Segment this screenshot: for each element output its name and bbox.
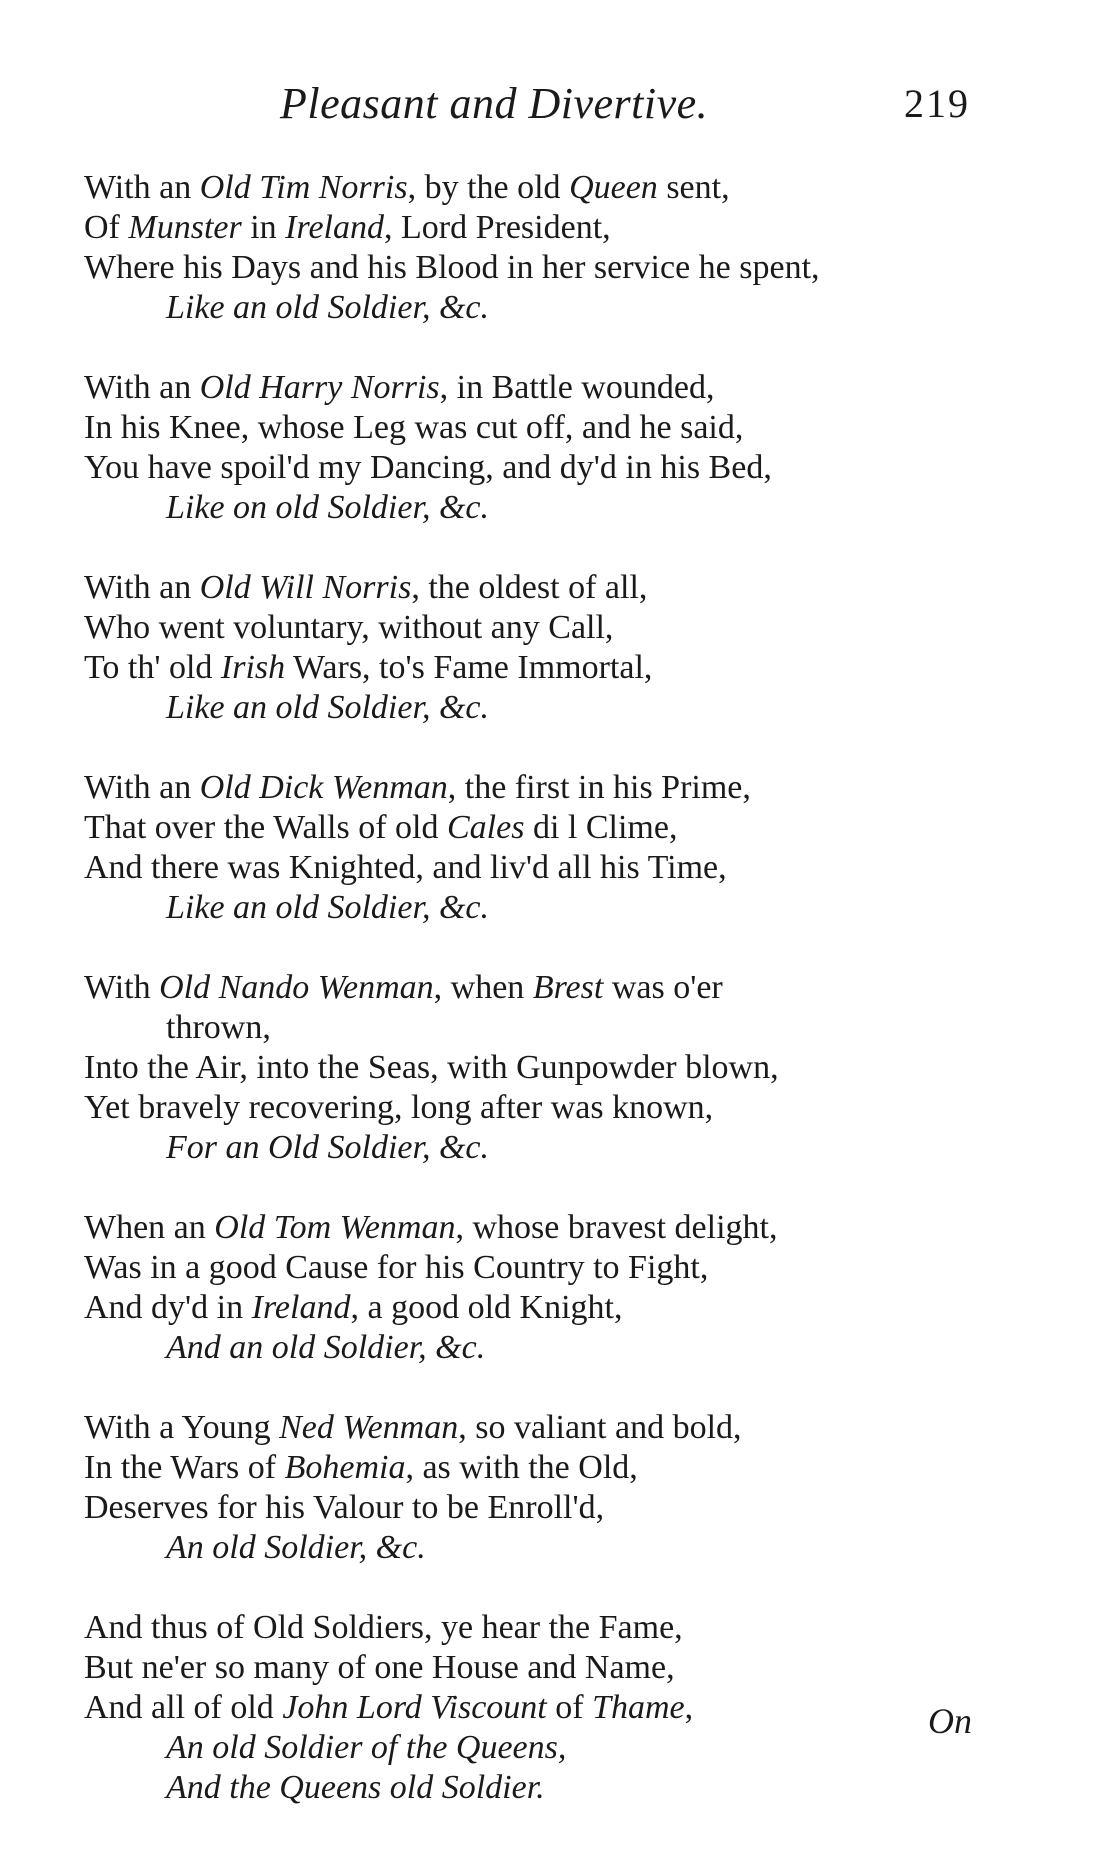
italic-run: Like an old Soldier (166, 689, 422, 726)
italic-run: Old Will Norris (199, 569, 412, 606)
italic-run: John Lord Viscount (282, 1689, 547, 1726)
text-run: With an (84, 769, 200, 806)
italic-run: Queen (569, 169, 658, 206)
verse-line (84, 768, 1004, 808)
verse-line (84, 1688, 1004, 1728)
text-run: , by the old (407, 169, 570, 206)
text-run: And dy'd in (84, 1289, 252, 1326)
text-run: , when (433, 969, 533, 1006)
text-run: Was in a good Cause for his Country to Fight, (84, 1249, 709, 1286)
text-run: was o'er (603, 969, 723, 1006)
refrain-line (84, 1328, 1004, 1368)
text-run: , a good old Knight, (350, 1289, 623, 1326)
text-run: di l Clime, (524, 809, 678, 846)
text-run: Of (84, 209, 129, 246)
refrain-line (84, 1528, 1004, 1568)
verse-line (84, 1088, 1004, 1128)
italic-run: And the Queens old Soldier. (166, 1769, 545, 1806)
refrain-line (84, 288, 1004, 328)
text-run: , &c. (421, 889, 489, 926)
text-run: thrown, (166, 1009, 271, 1046)
text-run: , in Battle wounded, (439, 369, 715, 406)
italic-run: Ireland (285, 209, 385, 246)
verse-line-continuation (84, 1008, 1004, 1048)
text-run: With an (84, 169, 200, 206)
verse-line (84, 848, 1004, 888)
verse-line (84, 248, 1004, 288)
verse-line (84, 1408, 1004, 1448)
verse-line (84, 1208, 1004, 1248)
italic-run: Old Tim Norris (199, 169, 408, 206)
italic-run: Like on old Soldier (166, 489, 422, 526)
text-run: Where his Days and his Blood in her service he spent, (84, 249, 820, 286)
text-run: Into the Air, into the Seas, with Gunpowder blown, (84, 1049, 779, 1086)
text-run: When an (84, 1209, 215, 1246)
text-run: , &c. (358, 1529, 426, 1566)
text-run: Yet bravely recovering, long after was known, (84, 1089, 714, 1126)
verse-line (84, 568, 1004, 608)
poem (84, 168, 1004, 1848)
italic-run: Old Harry Norris (199, 369, 440, 406)
verse-line (84, 1608, 1004, 1648)
text-run: , Lord President, (384, 209, 611, 246)
page-header (0, 78, 1104, 138)
text-run: , &c. (421, 289, 489, 326)
stanza-5 (84, 968, 1004, 1168)
text-run: sent, (657, 169, 730, 206)
stanza-1 (84, 168, 1004, 328)
stanza-4 (84, 768, 1004, 928)
text-run: To th' old (84, 649, 221, 686)
italic-run: Old Nando Wenman (159, 969, 434, 1006)
refrain-line (84, 888, 1004, 928)
verse-line (84, 1288, 1004, 1328)
text-run: And all of old (84, 1689, 283, 1726)
stanza-8 (84, 1608, 1004, 1808)
italic-run: Old Dick Wenman (199, 769, 448, 806)
page-number: 219 (904, 81, 970, 126)
italic-run: And an old Soldier (166, 1329, 419, 1366)
text-run: , &c. (421, 689, 489, 726)
verse-line (84, 1048, 1004, 1088)
text-run: With an (84, 369, 200, 406)
text-run: That over the Walls of old (84, 809, 447, 846)
verse-line (84, 408, 1004, 448)
catchword: On (928, 1701, 972, 1741)
running-title: Pleasant and Divertive. (280, 79, 709, 128)
italic-run: An old Soldier of the Queens, (166, 1729, 567, 1766)
text-run: Who went voluntary, without any Call, (84, 609, 614, 646)
refrain-line (84, 688, 1004, 728)
verse-line (84, 208, 1004, 248)
verse-line (84, 808, 1004, 848)
text-run: , whose bravest delight, (455, 1209, 778, 1246)
italic-run: Irish (220, 649, 286, 686)
italic-run: Brest (532, 969, 604, 1006)
verse-line (84, 1488, 1004, 1528)
text-run: In the Wars of (84, 1449, 285, 1486)
text-run: , the oldest of all, (411, 569, 648, 606)
italic-run: An old Soldier (166, 1529, 359, 1566)
italic-run: Ned Wenman (279, 1409, 459, 1446)
text-run: Deserves for his Valour to be Enroll'd, (84, 1489, 605, 1526)
text-run: With a Young (84, 1409, 280, 1446)
stanza-6 (84, 1208, 1004, 1368)
text-run: In his Knee, whose Leg was cut off, and he said, (84, 409, 744, 446)
text-run: , &c. (418, 1329, 486, 1366)
text-run: Wars, to's Fame Immortal, (285, 649, 653, 686)
refrain-line (84, 1768, 1004, 1808)
refrain-line (84, 1128, 1004, 1168)
verse-line (84, 648, 1004, 688)
italic-run: Munster (128, 209, 242, 246)
refrain-line (84, 488, 1004, 528)
stanza-7 (84, 1408, 1004, 1568)
verse-line (84, 368, 1004, 408)
verse-line (84, 968, 1004, 1008)
refrain-line (84, 1728, 1004, 1768)
text-run: , the first in his Prime, (447, 769, 751, 806)
stanza-3 (84, 568, 1004, 728)
text-run: , &c. (421, 1129, 489, 1166)
text-run: , as with the Old, (405, 1449, 638, 1486)
verse-line (84, 1448, 1004, 1488)
text-run: And thus of Old Soldiers, ye hear the Fame, (84, 1609, 683, 1646)
text-run: , so valiant and bold, (458, 1409, 742, 1446)
italic-run: Like an old Soldier (166, 889, 422, 926)
italic-run: Cales (447, 809, 525, 846)
italic-run: Thame (592, 1689, 685, 1726)
text-run: , &c. (421, 489, 489, 526)
verse-line (84, 1248, 1004, 1288)
italic-run: Like an old Soldier (166, 289, 422, 326)
text-run: , (684, 1689, 694, 1726)
text-run: With (84, 969, 160, 1006)
verse-line (84, 448, 1004, 488)
italic-run: Bohemia (284, 1449, 406, 1486)
text-run: You have spoil'd my Dancing, and dy'd in his Bed, (84, 449, 772, 486)
text-run: in (241, 209, 286, 246)
italic-run: Old Tom Wenman (214, 1209, 456, 1246)
text-run: of (546, 1689, 593, 1726)
italic-run: Ireland (251, 1289, 351, 1326)
stanza-2 (84, 368, 1004, 528)
verse-line (84, 608, 1004, 648)
text-run: But ne'er so many of one House and Name, (84, 1649, 675, 1686)
verse-line (84, 1648, 1004, 1688)
italic-run: For an Old Soldier (166, 1129, 422, 1166)
text-run: With an (84, 569, 200, 606)
verse-line (84, 168, 1004, 208)
text-run: And there was Knighted, and liv'd all his Time, (84, 849, 727, 886)
